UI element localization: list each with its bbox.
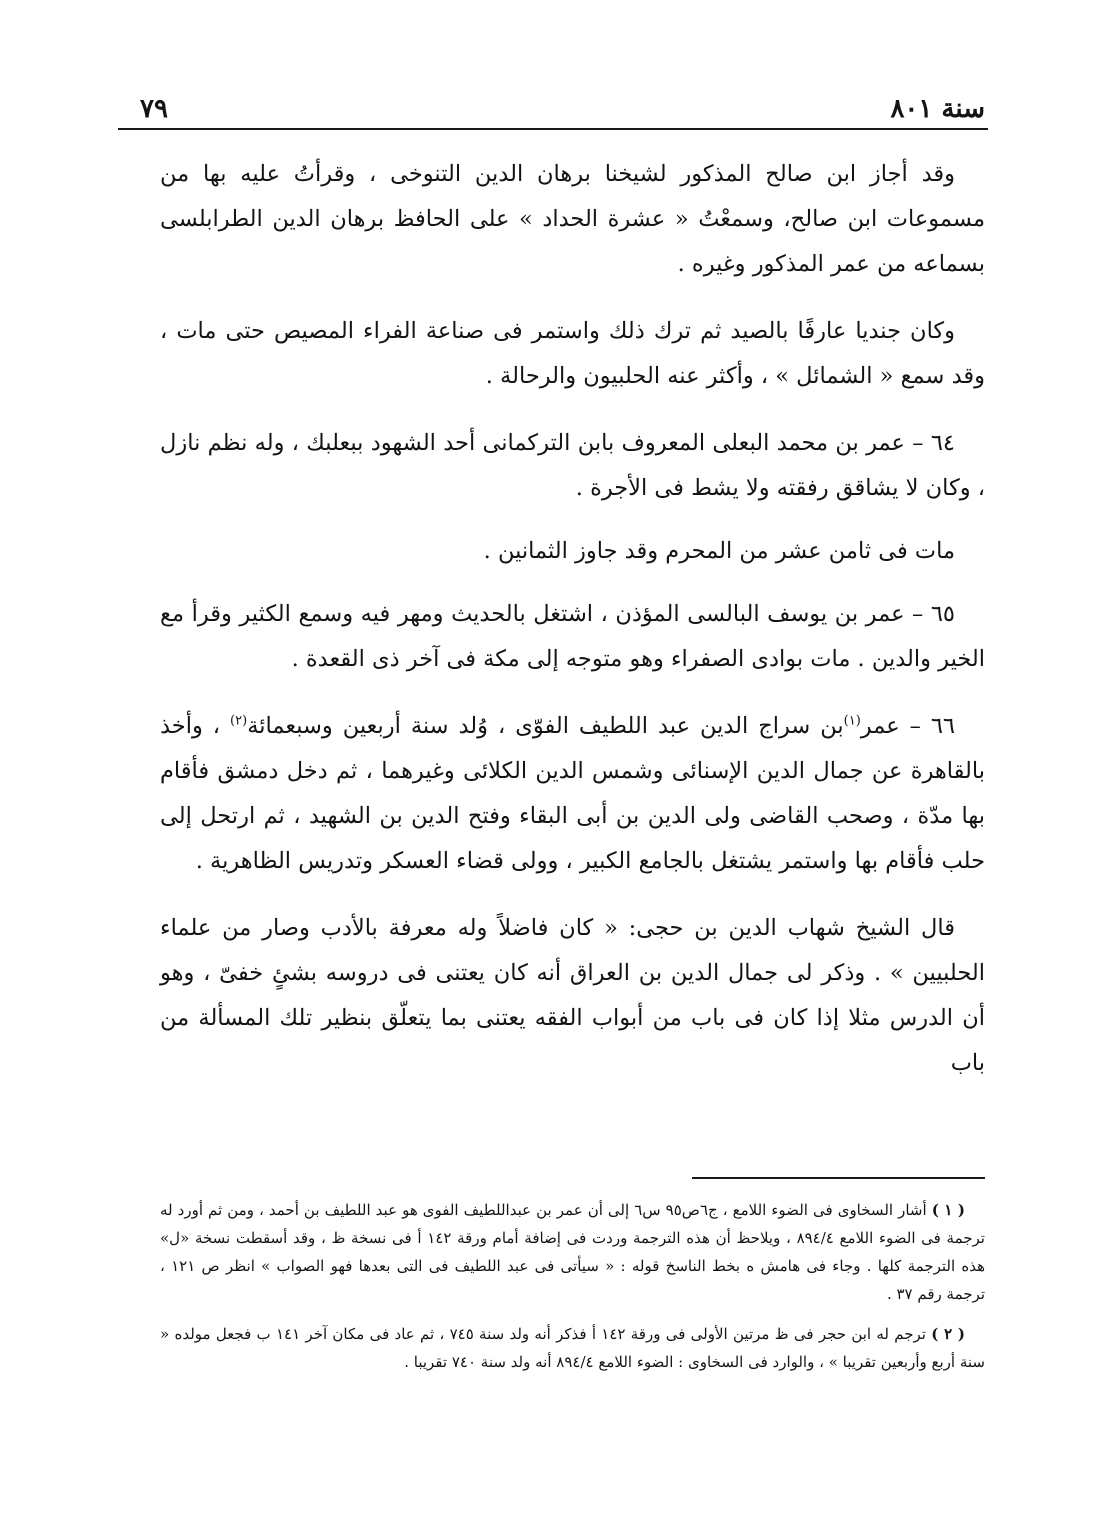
entry-66-rest: ، وأخذ بالقاهرة عن جمال الدين الإسنائى وشمس الدين الكلائى وغيرهما ، ثم دخل دمشق فأقام بها مدّة ، وصحب القاضى ولى الدين بن أبى البقاء وفتح الدين بن الشهيد ، ثم ارتحل إلى حلب فأقام بها واستمر يشتغل بالجامع الكبير ، وولى قضاء العسكر وتدريس الظاهرية . (160, 713, 985, 874)
footnote-2-text: ترجم له ابن حجر فى ظ مرتين الأولى فى ورقة ١٤٢ أ فذكر أنه ولد سنة ٧٤٥ ، ثم عاد فى مكان آخر ١٤١ ب فجعل مولده « سنة أربع وأربعين تقريبا » ، والوارد فى السخاوى : الضوء اللامع ٨٩٤/٤ أنه ولد سنة ٧٤٠ تقريبا . (160, 1325, 985, 1371)
main-text (160, 152, 985, 1108)
footnote-ref-1: (١) (843, 713, 861, 729)
paragraph-ibn-salih: وقد أجاز ابن صالح المذكور لشيخنا برهان الدين التنوخى ، وقرأتُ عليه بها من مسموعات ابن صالح، وسمعْتُ « عشرة الحداد » على الحافظ برهان الدين الطرابلسى بسماعه من عمر المذكور وغيره . (160, 161, 985, 277)
footnote-2-number: ( ٢ ) (931, 1325, 965, 1343)
section-title: سنة ٨٠١ (890, 94, 985, 124)
paragraph-ibn-hijji: قال الشيخ شهاب الدين بن حجى: « كان فاضلاً وله معرفة بالأدب وصار من علماء الحلبيين » . وذكر لى جمال الدين بن العراق أنه كان يعتنى فى دروسه بشئٍ خفىّ ، وهو أن الدرس مثلا إذا كان فى باب من أبواب الفقه يعتنى بما يتعلّق بنظير تلك المسألة من باب (160, 915, 985, 1076)
header-rule (118, 128, 988, 130)
footnote-divider (692, 1177, 985, 1179)
entry-66-mid: بن سراج الدين عبد اللطيف الفوّى ، وُلد سنة أربعين وسبعمائة (247, 713, 844, 739)
paragraph-soldier: وكان جنديا عارفًا بالصيد ثم ترك ذلك واستمر فى صناعة الفراء المصيص حتى مات ، وقد سمع « الشمائل » ، وأكثر عنه الحلبيون والرحالة . (160, 318, 985, 389)
footnote-1-text: أشار السخاوى فى الضوء اللامع ، ج٦ص٩٥ س٦ إلى أن عمر بن عبداللطيف الفوى هو عبد اللطيف بن أحمد ، ومن ثم أورد له ترجمة فى الضوء اللامع ٨٩٤/٤ ، ويلاحظ أن هذه الترجمة وردت فى إضافة أمام ورقة ١٤٢ أ فى نسخة ظ ، وقد أسقطت نسخة «ل» هذه الترجمة كلها . وجاء فى هامش ه بخط الناسخ قوله : « سيأتى فى عبد اللطيف فى التى بعدها فهو الصواب » انظر ص ١٢١ ، ترجمة رقم ٣٧ . (160, 1201, 986, 1303)
footnote-ref-2: (٢) (230, 713, 248, 729)
entry-65: ٦٥ – عمر بن يوسف البالسى المؤذن ، اشتغل بالحديث ومهر فيه وسمع الكثير وقرأ مع الخير والدين . مات بوادى الصفراء وهو متوجه إلى مكة فى آخر ذى القعدة . (160, 601, 985, 672)
footnote-1 (160, 1196, 985, 1308)
entry-64-death: مات فى ثامن عشر من المحرم وقد جاوز الثمانين . (483, 538, 955, 564)
footnote-1-number: ( ١ ) (931, 1201, 965, 1219)
running-header (140, 88, 985, 124)
page-number: ٧٩ (140, 94, 168, 124)
footnote-2 (160, 1320, 985, 1376)
footnotes (160, 1196, 985, 1388)
entry-66 (160, 704, 985, 884)
entry-66-lead: ٦٦ – عمر (860, 713, 956, 739)
entry-64: ٦٤ – عمر بن محمد البعلى المعروف بابن التركمانى أحد الشهود ببعلبك ، وله نظم نازل ، وكان لا يشاقق رفقته ولا يشط فى الأجرة . (160, 430, 985, 501)
